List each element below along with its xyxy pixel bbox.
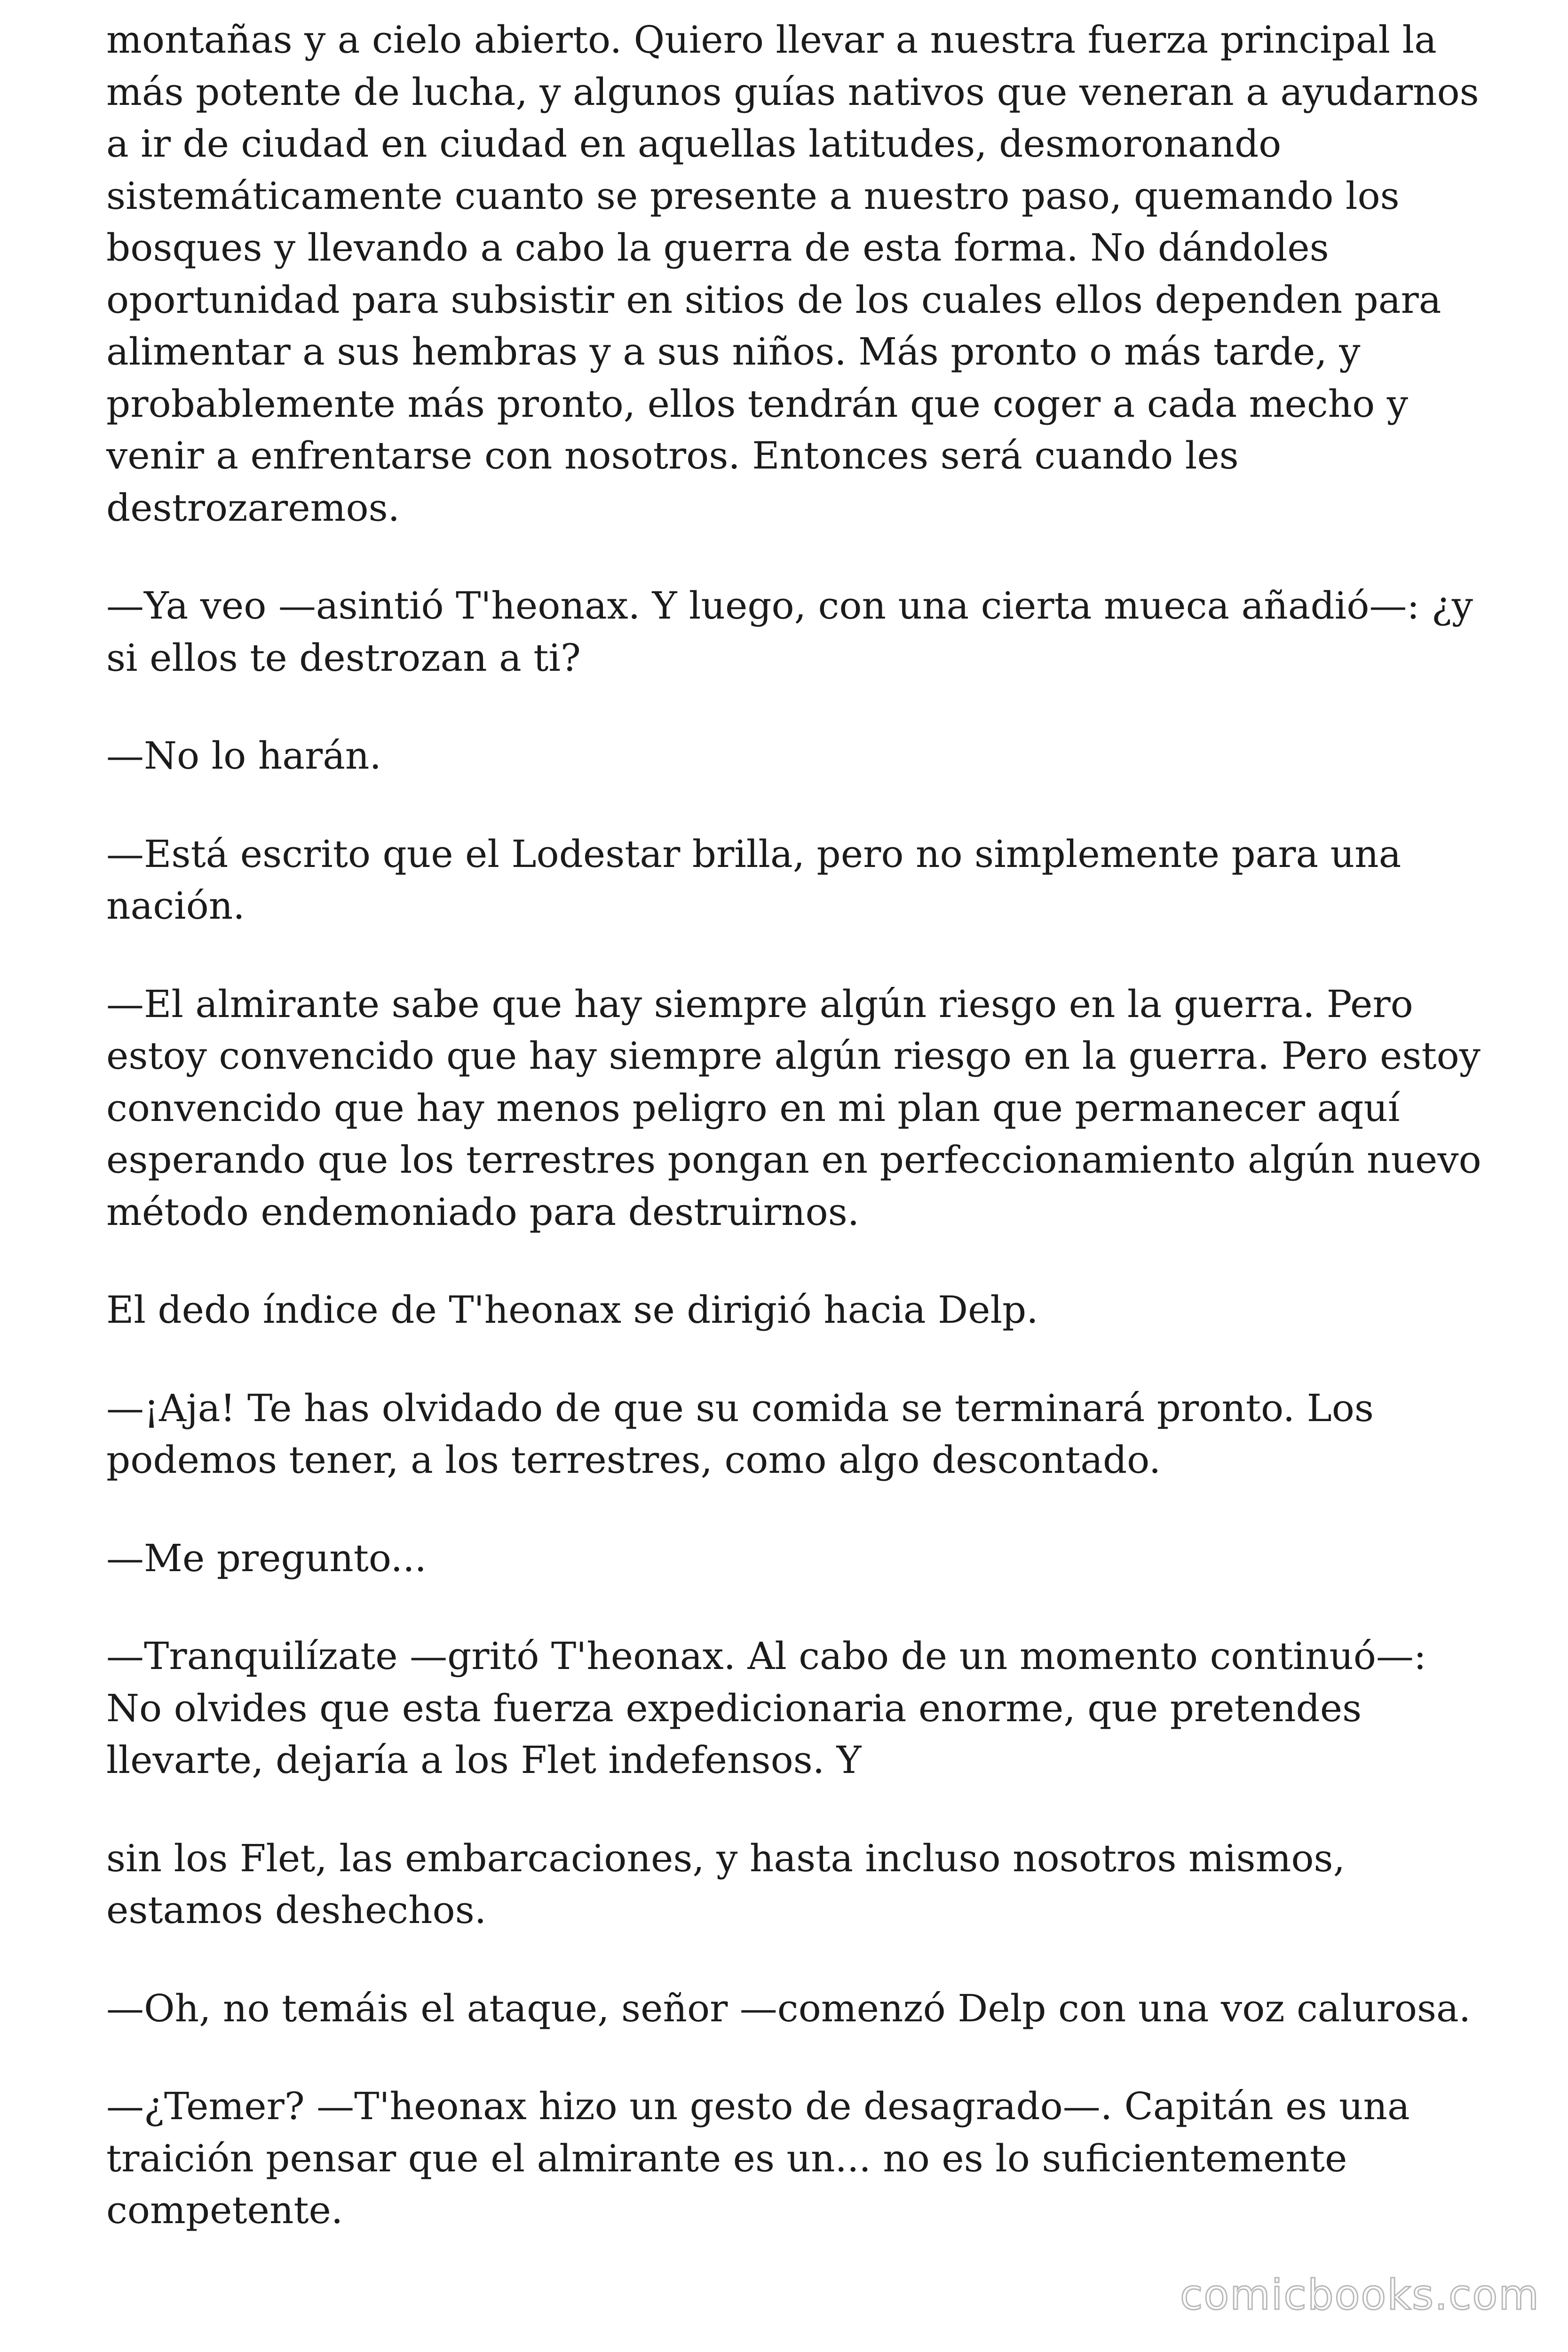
document-page: [106, 14, 1484, 2237]
paragraph: —Me pregunto...: [106, 1536, 427, 1580]
paragraph: —¡Aja! Te has olvidado de que su comida se terminará pronto. Los podemos tener, a los terrestres, como algo descontado.: [106, 1386, 1374, 1482]
paragraph: —¿Temer? —T'heonax hizo un gesto de desagrado—. Capitán es una traición pensar que el almirante es un... no es lo suficientemente competente.: [106, 2084, 1410, 2232]
paragraph: El dedo índice de T'heonax se dirigió hacia Delp.: [106, 1288, 1038, 1332]
paragraph: sin los Flet, las embarcaciones, y hasta incluso nosotros mismos, estamos deshechos.: [106, 1836, 1346, 1932]
paragraph: montañas y a cielo abierto. Quiero llevar a nuestra fuerza principal la más potente de lucha, y algunos guías nativos que veneran a ayudarnos a ir de ciudad en ciudad en aquellas latitudes, desmoronando sistemáticamente cuanto se presente a nuestro paso, quemando los bosques y llevando a cabo la guerra de esta forma. No dándoles oportunidad para subsistir en sitios de los cuales ellos dependen para alimentar a sus hembras y a sus niños. Más pronto o más tarde, y probablemente más pronto, ellos tendrán que coger a cada mecho y venir a enfrentarse con nosotros. Entonces será cuando les destrozaremos.: [106, 18, 1479, 530]
paragraph: —No lo harán.: [106, 734, 381, 778]
watermark: comicbooks.com: [1180, 2271, 1540, 2319]
paragraph: —Oh, no temáis el ataque, señor —comenzó Delp con una voz calurosa.: [106, 1986, 1471, 2030]
paragraph: —Ya veo —asintió T'heonax. Y luego, con una cierta mueca añadió—: ¿y si ellos te destrozan a ti?: [106, 584, 1473, 680]
paragraph: —El almirante sabe que hay siempre algún riesgo en la guerra. Pero estoy convencido que hay siempre algún riesgo en la guerra. Pero estoy convencido que hay menos peligro en mi plan que permanecer aquí esperando que los terrestres pongan en perfeccionamiento algún nuevo método endemoniado para destruirnos.: [106, 982, 1481, 1234]
paragraph: —Está escrito que el Lodestar brilla, pero no simplemente para una nación.: [106, 832, 1402, 928]
paragraph: —Tranquilízate —gritó T'heonax. Al cabo de un momento continuó—: No olvides que esta fuerza expedicionaria enorme, que pretendes llevarte, dejaría a los Flet indefensos. Y: [106, 1634, 1426, 1782]
